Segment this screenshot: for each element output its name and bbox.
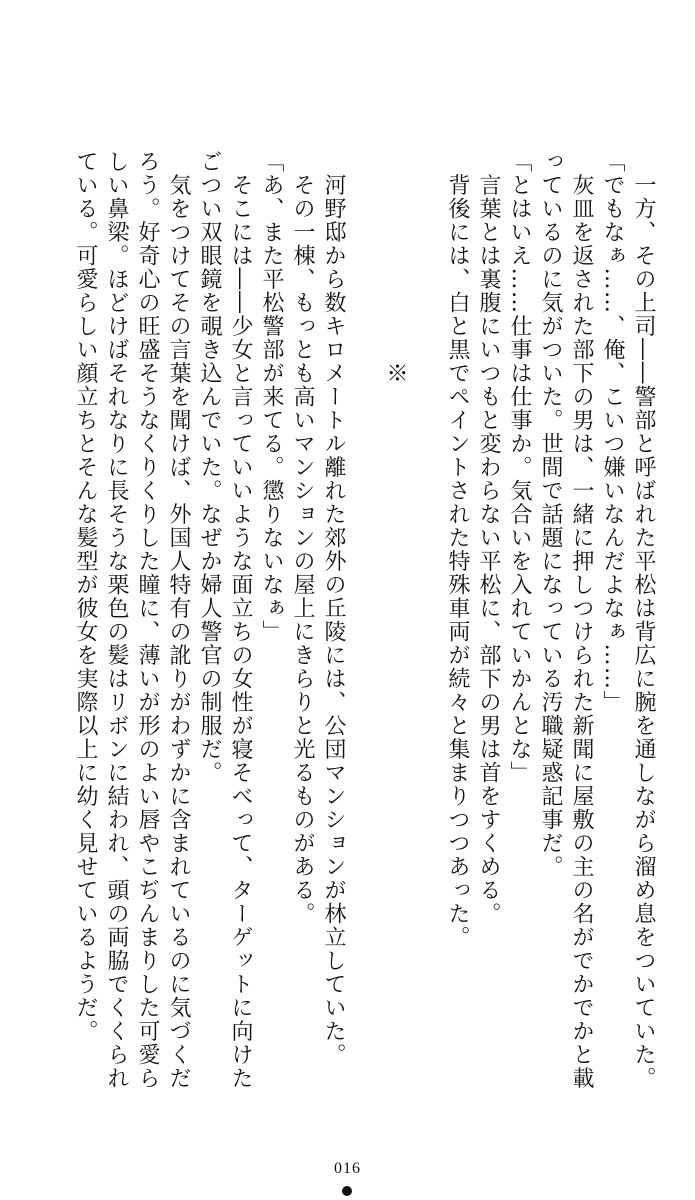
blank-line [411,150,442,980]
text-line: ている。可愛らしい顔立ちとそんな髪型が彼女を実際以上に幼く見せているようだ。 [73,150,98,1043]
text-line: 灰皿を返された部下の男は、一緒に押しつけられた新聞に屋敷の主の名がでかでかと載 [569,150,594,1090]
text-line: しい鼻梁。ほどけばそれなりに長そうな栗色の髪はリボンに結われ、頭の両脇でくくられ [104,150,129,1090]
text-line: 一方、その上司――警部と呼ばれた平松は背広に腕を通しながら溜め息をついていた。 [631,150,656,1090]
vertical-text-body [70,150,659,1090]
section-break-mark: ※ [383,150,408,385]
text-line: 背後には、白と黒でペイントされた特殊車両が続々と集まりつつあった。 [445,150,470,949]
text-line: 「とはいえ……仕事は仕事か。気合いを入れていかんとな」 [507,150,532,785]
text-line: ろう。好奇心の旺盛そうなくりくりした瞳に、薄いが形のよい唇やこぢんまりした可愛ら [135,150,160,1090]
text-line: 「でもなぁ……、俺、こいつ嫌いなんだよなぁ……」 [600,150,625,714]
text-line: 河野邸から数キロメートル離れた郊外の丘陵には、公団マンションが林立していた。 [321,150,346,1067]
page-number: 016 [334,1160,361,1177]
text-line: 「あ、また平松警部が来てる。懲りないなぁ」 [259,150,284,644]
text-line: そこには――少女と言っていいような面立ちの女性が寝そべって、ターゲットに向けた [228,150,253,1090]
text-line: その一棟、もっとも高いマンションの屋上にきらりと光るものがある。 [290,150,315,926]
text-line: ごつい双眼鏡を覗き込んでいた。なぜか婦人警官の制服だ。 [197,150,222,785]
blank-line [349,150,380,980]
text-line: 気をつけてその言葉を聞けば、外国人特有の訛りがわずかに含まれているのに気づくだ [166,150,191,1090]
page-number-dot-icon [342,1186,352,1196]
text-line: っているのに気がついた。世間で話題になっている汚職疑惑記事だ。 [538,150,563,879]
text-line: 言葉とは裏腹にいつもと変わらない平松に、部下の男は首をすくめる。 [476,150,501,926]
